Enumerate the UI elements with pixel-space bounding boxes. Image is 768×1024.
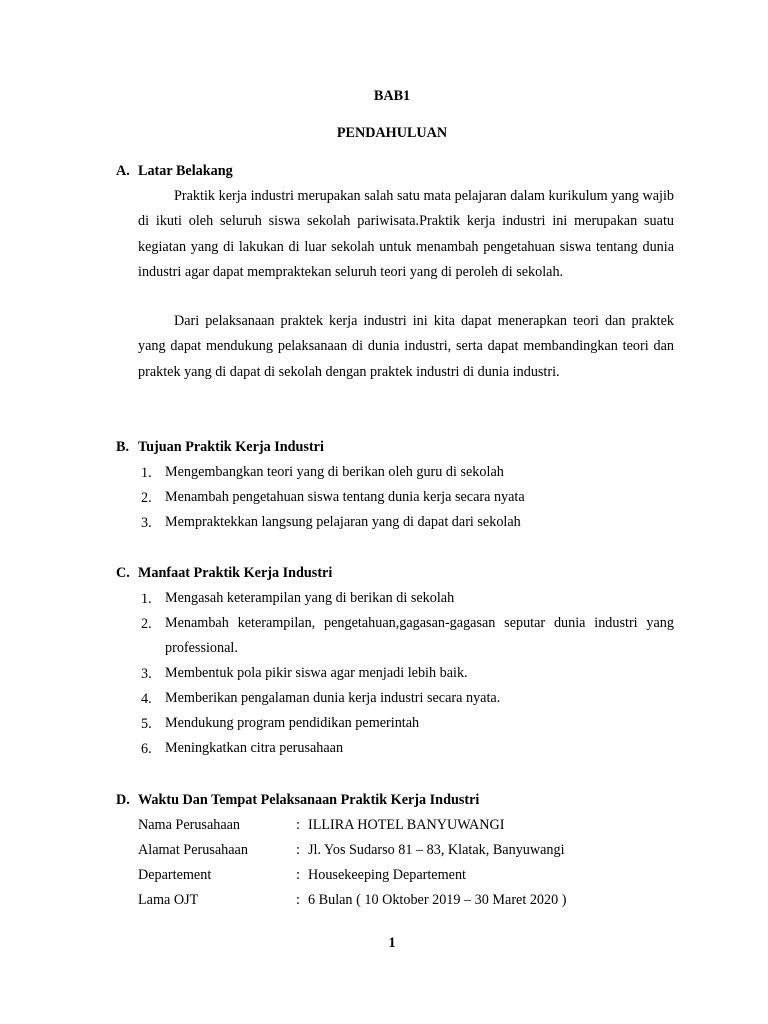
list-item-number: 5.	[141, 716, 152, 732]
info-label-duration: Lama OJT	[138, 892, 199, 908]
list-item-number: 1.	[141, 591, 152, 607]
section-d-letter: D.	[116, 792, 130, 808]
section-c-letter: C.	[116, 565, 130, 581]
list-item-number: 1.	[141, 465, 152, 481]
list-item-number: 2.	[141, 616, 152, 632]
info-label-company-address: Alamat Perusahaan	[138, 842, 248, 858]
list-item-number: 6.	[141, 741, 152, 757]
info-value-company-name: ILLIRA HOTEL BANYUWANGI	[308, 817, 505, 833]
chapter-number: BAB1	[373, 88, 411, 104]
info-value-company-address: Jl. Yos Sudarso 81 – 83, Klatak, Banyuwangi	[308, 842, 565, 858]
list-item: Menambah keterampilan, pengetahuan,gagasan-gagasan seputar dunia industri yang professional.	[165, 615, 674, 657]
list-item-number: 3.	[141, 666, 152, 682]
section-a-letter: A.	[116, 163, 130, 179]
list-item: Mengembangkan teori yang di berikan oleh guru di sekolah	[165, 464, 504, 480]
section-c-title: Manfaat Praktik Kerja Industri	[138, 565, 333, 581]
info-colon: :	[296, 817, 300, 833]
section-a-paragraph-1: Praktik kerja industri merupakan salah satu mata pelajaran dalam kurikulum yang wajib di ikuti oleh seluruh siswa sekolah pariwisata.Praktik kerja industri ini merupakan suatu kegiatan yang di lakukan di luar sekolah untuk menambah pengetahuan siswa tentang dunia industri agar dapat mempraktekan seluruh teori yang di peroleh di sekolah.	[138, 188, 674, 281]
list-item: Mengasah keterampilan yang di berikan di sekolah	[165, 590, 455, 606]
chapter-title: PENDAHULUAN	[336, 125, 448, 141]
info-colon: :	[296, 842, 300, 858]
section-d-title: Waktu Dan Tempat Pelaksanaan Praktik Kerja Industri	[138, 792, 480, 808]
list-item-number: 4.	[141, 691, 152, 707]
list-item: Memberikan pengalaman dunia kerja industri secara nyata.	[165, 690, 501, 706]
page-number: 1	[388, 935, 396, 951]
list-item: Menambah pengetahuan siswa tentang dunia kerja secara nyata	[165, 489, 525, 505]
list-item-number: 3.	[141, 515, 152, 531]
list-item: Mendukung program pendidikan pemerintah	[165, 715, 420, 731]
info-colon: :	[296, 867, 300, 883]
section-a-paragraph-2: Dari pelaksanaan praktek kerja industri ini kita dapat menerapkan teori dan praktek yang dapat mendukung pelaksanaan di dunia industri, serta dapat membandingkan teori dan praktek yang di dapat di sekolah dengan praktek industri di dunia industri.	[138, 313, 674, 380]
section-b-letter: B.	[116, 439, 130, 455]
info-value-duration: 6 Bulan ( 10 Oktober 2019 – 30 Maret 2020 )	[308, 892, 567, 908]
list-item: Meningkatkan citra perusahaan	[165, 740, 344, 756]
info-colon: :	[296, 892, 300, 908]
section-b-title: Tujuan Praktik Kerja Industri	[138, 439, 324, 455]
list-item: Mempraktekkan langsung pelajaran yang di dapat dari sekolah	[165, 514, 521, 530]
list-item: Membentuk pola pikir siswa agar menjadi lebih baik.	[165, 665, 468, 681]
info-label-company-name: Nama Perusahaan	[138, 817, 241, 833]
list-item-number: 2.	[141, 490, 152, 506]
info-label-department: Departement	[138, 867, 212, 883]
section-a-title: Latar Belakang	[138, 163, 233, 179]
info-value-department: Housekeeping Departement	[308, 867, 466, 883]
